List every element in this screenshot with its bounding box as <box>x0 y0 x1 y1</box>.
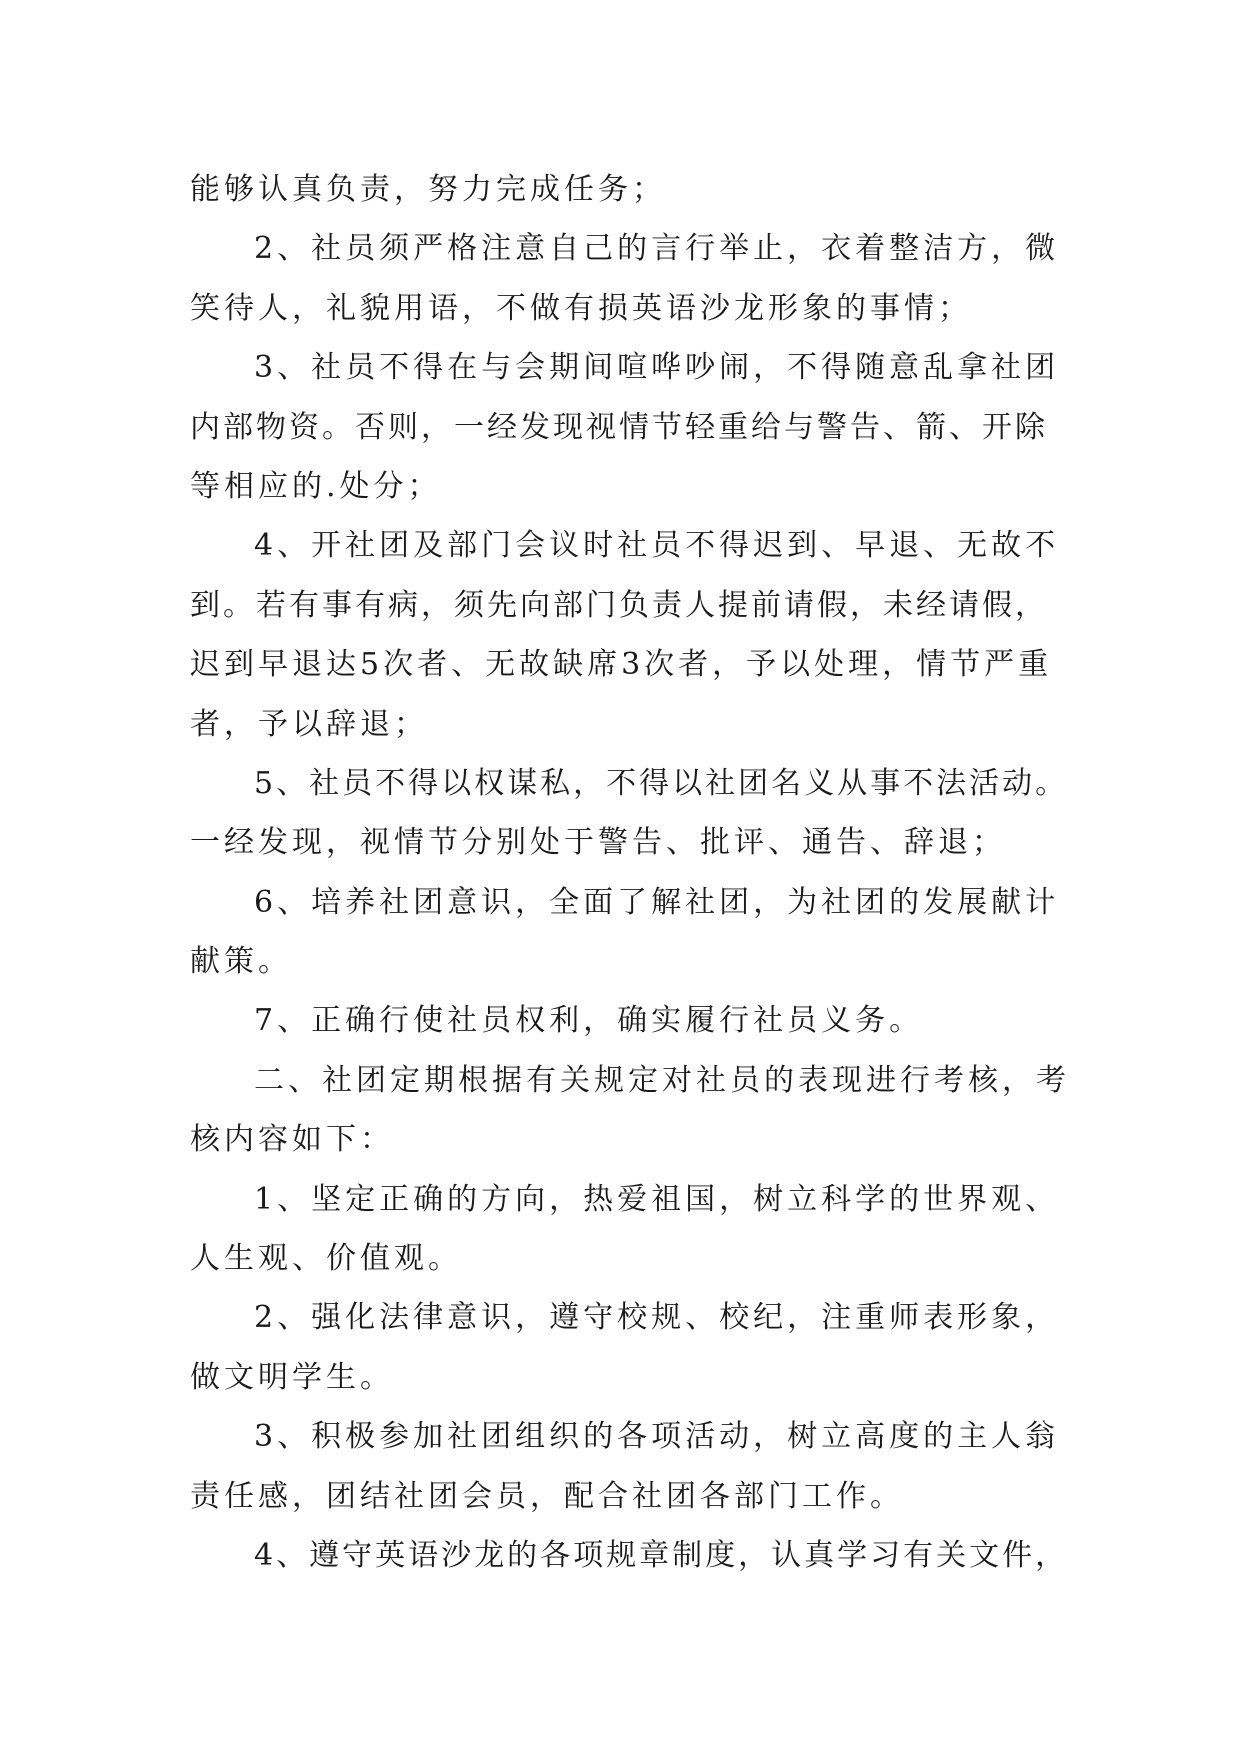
document-body <box>190 160 1070 1585</box>
text-line-9: 迟到早退达5次者、无故缺席3次者，予以处理，情节严重 <box>190 647 1053 683</box>
text-line-24: 4、遵守英语沙龙的各项规章制度，认真学习有关文件， <box>254 1537 1069 1573</box>
text-line-8: 到。若有事有病，须先向部门负责人提前请假，未经请假， <box>190 587 1048 623</box>
text-line-15: 7、正确行使社员权利，确实履行社员义务。 <box>254 1003 924 1039</box>
text-line-12: 一经发现，视情节分别处于警告、批评、通告、辞退； <box>190 825 1006 861</box>
text-line-14: 献策。 <box>190 944 292 980</box>
text-line-19: 人生观、价值观。 <box>190 1241 462 1277</box>
text-line-2: 2、社员须严格注意自己的言行举止，衣着整洁方，微 <box>254 231 1060 267</box>
text-line-7: 4、开社团及部门会议时社员不得迟到、早退、无故不 <box>254 528 1060 564</box>
text-line-5: 内部物资。否则，一经发现视情节轻重给与警告、箭、开除 <box>190 409 1048 445</box>
text-line-17: 核内容如下： <box>190 1122 394 1158</box>
text-line-13: 6、培养社团意识，全面了解社团，为社团的发展献计 <box>254 884 1060 920</box>
text-line-22: 3、积极参加社团组织的各项活动，树立高度的主人翁 <box>254 1419 1060 1455</box>
text-line-3: 笑待人，礼貌用语，不做有损英语沙龙形象的事情； <box>190 290 972 326</box>
text-line-18: 1、坚定正确的方向，热爱祖国，树立科学的世界观、 <box>254 1181 1060 1217</box>
text-line-21: 做文明学生。 <box>190 1359 394 1395</box>
text-line-1: 能够认真负责，努力完成任务； <box>190 172 666 207</box>
text-line-23: 责任感，团结社团会员，配合社团各部门工作。 <box>190 1478 904 1514</box>
text-line-11: 5、社员不得以权谋私，不得以社团名义从事不法活动。 <box>254 765 1069 801</box>
text-line-20: 2、强化法律意识，遵守校规、校纪，注重师表形象， <box>254 1300 1060 1336</box>
text-line-4: 3、社员不得在与会期间喧哗吵闹，不得随意乱拿社团 <box>254 350 1060 386</box>
text-line-6: 等相应的.处分； <box>190 468 442 504</box>
text-line-16: 二、社团定期根据有关规定对社员的表现进行考核，考 <box>254 1062 1070 1098</box>
text-line-10: 者，予以辞退； <box>190 706 428 742</box>
